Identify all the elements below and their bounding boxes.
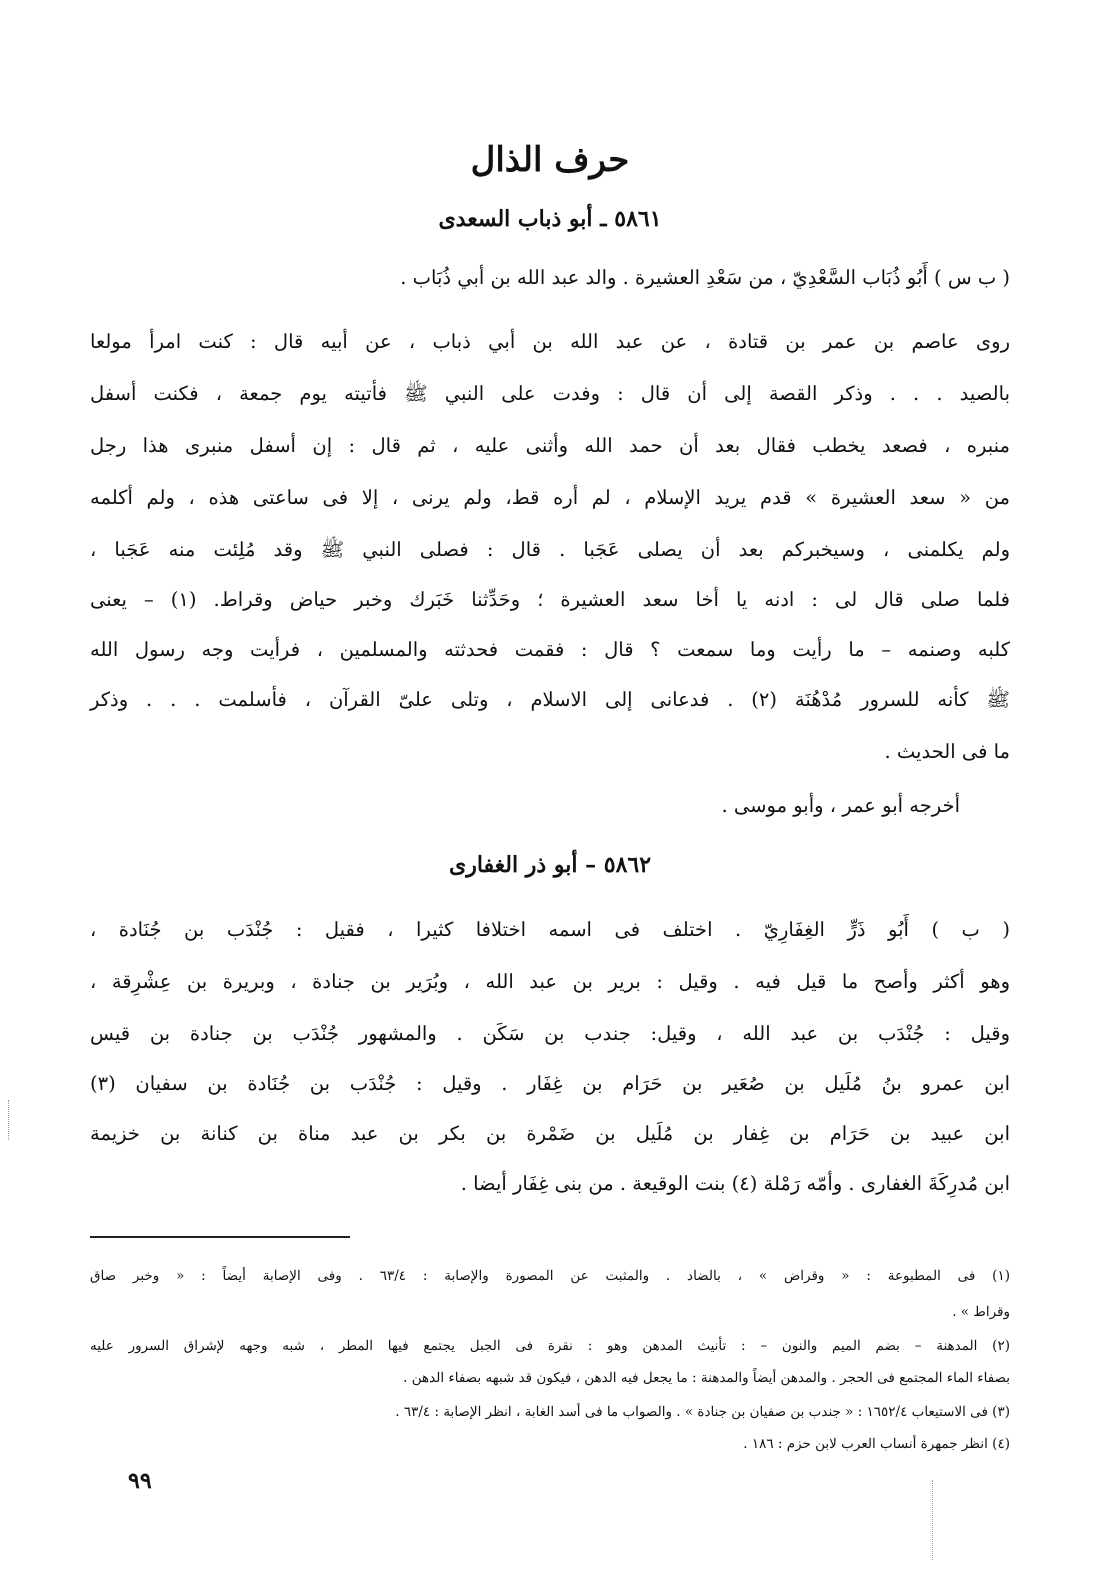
footnote-line: وقراط » .: [952, 1304, 1010, 1320]
text-line: ولم يكلمنى ، وسيخبركم بعد أن يصلى عَجَبا . قال : فصلى النبي ﷺ وقد مُلِئت منه عَجَبا ،: [90, 538, 1010, 561]
text-line: كلبه وصنمه – ما رأيت وما سمعت ؟ قال : فقمت فحدثته والمسلمين ، فرأيت وجه رسول الله: [90, 638, 1010, 661]
text-line: ( ب ) أَبُو ذَرٍّ الغِفَارِيّ . اختلف فى اسمه اختلافا كثيرا ، فقيل : جُنْدَب بن جُنَادة ،: [90, 918, 1010, 941]
text-line: ابن مُدرِكَةَ الغفارى . وأمّه رَمْلة (٤) بنت الوقيعة . من بنى غِفَار أيضا .: [460, 1172, 1010, 1195]
footnote-divider: [90, 1236, 350, 1238]
scan-artifact: [8, 1100, 9, 1140]
text-line: ابن عبيد بن حَرَام بن غِفار بن مُلَيل بن ضَمْرة بن بكر بن عبد مناة بن كنانة بن خزيمة: [90, 1122, 1010, 1145]
footnote-line: (٣) فى الاستيعاب ١٦٥٢/٤ : « جندب بن صفيان بن جنادة » . والصواب ما فى أسد الغابة ، انظر الإصابة : ٦٣/٤ .: [395, 1404, 1010, 1420]
text-line: منبره ، فصعد يخطب فقال بعد أن حمد الله وأثنى عليه ، ثم قال : إن أسفل منبرى هذا رجل: [90, 434, 1010, 457]
entry-title: ٥٨٦١ ـ أبو ذباب السعدى: [438, 206, 662, 232]
text-line: فلما صلى قال لى : ادنه يا أخا سعد العشيرة ؛ وحَدِّثنا خَبَرك وخبر حياض وقراط. (١) – يعنى: [90, 588, 1011, 611]
chapter-title: حرف الذال: [470, 140, 630, 180]
entry-title: ٥٨٦٢ – أبو ذر الغفارى: [448, 852, 652, 878]
footnote-line: (٤) انظر جمهرة أنساب العرب لابن حزم : ١٨٦ .: [743, 1436, 1010, 1452]
footnote-line: (١) فى المطبوعة : « وقراض » ، بالضاد . والمثبت عن المصورة والإصابة : ٦٣/٤ . وفى الإصابة أيضاً : « وخبر صاق: [90, 1268, 1010, 1284]
page-number: ٩٩: [128, 1468, 152, 1494]
text-line: وقيل : جُنْدَب بن عبد الله ، وقيل: جندب بن سَكَن . والمشهور جُنْدَب بن جنادة بن قيس: [90, 1022, 1010, 1045]
text-line: بالصيد . . . وذكر القصة إلى أن قال : وفدت على النبي ﷺ فأتيته يوم جمعة ، فكنت أسفل: [90, 382, 1010, 405]
text-line: أخرجه أبو عمر ، وأبو موسى .: [721, 794, 960, 817]
text-line: وهو أكثر وأصح ما قيل فيه . وقيل : برير بن عبد الله ، وبُرَير بن جنادة ، وبريرة بن عِشْرِقة ،: [90, 970, 1010, 993]
text-line: ﷺ كأنه للسرور مُدْهُنَة (٢) . فدعانى إلى الاسلام ، وتلى علىّ القرآن ، فأسلمت . . . وذكر: [90, 688, 1010, 711]
footnote-line: (٢) المدهنة – بضم الميم والنون – : تأنيث المدهن وهو : نقرة فى الجبل يجتمع فيها المطر ، شبه وجهه لإشراق السرور عليه: [90, 1338, 1010, 1354]
text-line: ما فى الحديث .: [884, 740, 1010, 763]
text-line: ابن عمرو بنُ مُلَيل بن صُعَير بن حَرَام بن غِفَار . وقيل : جُنْدَب بن جُنَادة بن سفيان (٣): [90, 1072, 1010, 1095]
text-line: من « سعد العشيرة » قدم يريد الإسلام ، لم أره قط، ولم يرنى ، إلا فى ساعتى هذه ، ولم أكلمه: [90, 486, 1010, 509]
text-line: ( ب س ) أَبُو ذُبَاب السَّعْدِيّ ، من سَعْدِ العشيرة . والد عبد الله بن أبي ذُبَاب .: [400, 266, 1010, 289]
footnote-line: بصفاء الماء المجتمع فى الحجر . والمدهن أيضاً والمدهنة : ما يجعل فيه الدهن ، فيكون قد شبهه بصفاء الدهن .: [403, 1370, 1010, 1386]
scan-artifact: [932, 1480, 933, 1560]
text-line: روى عاصم بن عمر بن قتادة ، عن عبد الله بن أبي ذباب ، عن أبيه قال : كنت امرأ مولعا: [90, 330, 1010, 353]
